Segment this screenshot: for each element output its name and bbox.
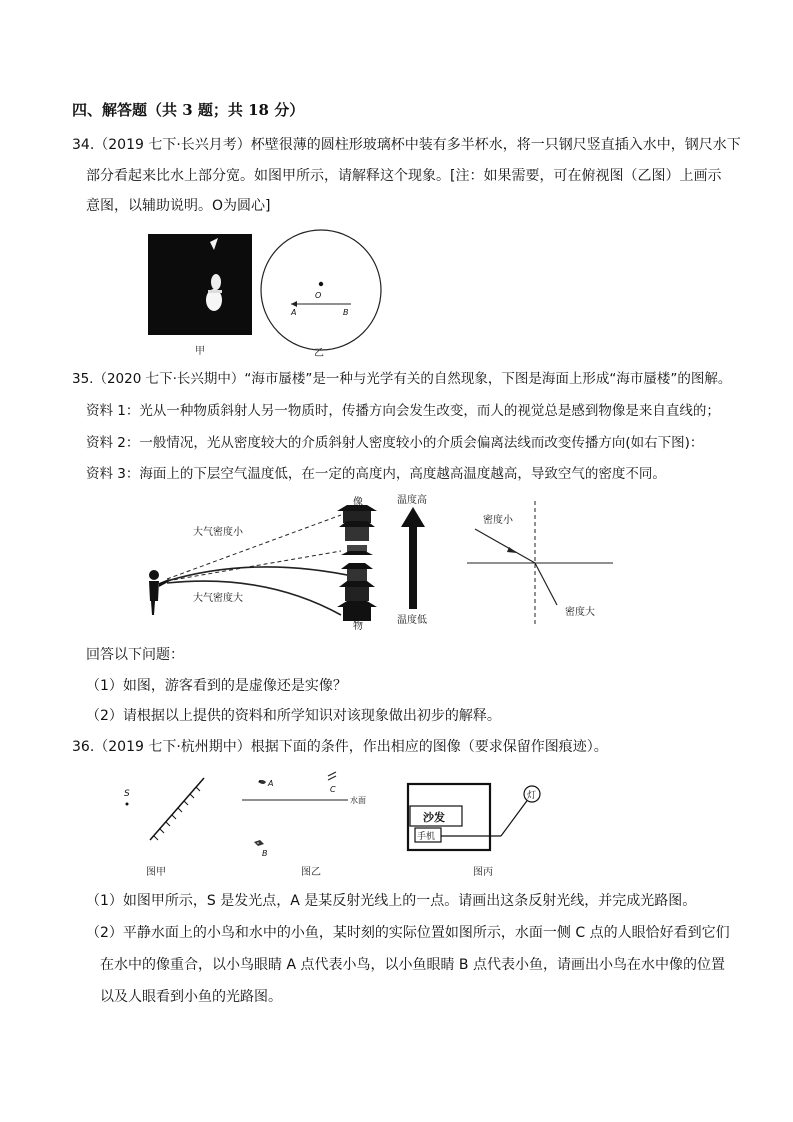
q35-label-image: 像 [353, 497, 363, 508]
q35-material1: 资料 1：光从一种物质斜射人另一物质时，传播方向会发生改变，而人的视觉总是感到物像是来自直线的； [86, 403, 720, 419]
q36-label-light: 灯 [527, 791, 537, 801]
section-title: 四、解答题（共 3 题；共 18 分） [72, 101, 305, 119]
q35-temperature-arrow [401, 507, 425, 609]
q36-sub1: （1）如图甲所示，S 是发光点，A 是某反射光线上的一点。请画出这条反射光线，并完成光路图。 [86, 893, 697, 909]
q35-sub1: （1）如图，游客看到的是虚像还是实像？ [86, 678, 347, 694]
q35-label-temp-low: 温度低 [397, 615, 427, 626]
q35-label-density-small: 密度小 [483, 515, 513, 526]
q36-fish [254, 840, 264, 846]
q34-label-A: A [291, 308, 297, 317]
q36-label-S: S [124, 789, 130, 799]
q34-photo-jia [148, 234, 252, 335]
q34-caption-jia: 甲 [195, 346, 205, 357]
q35-label-low-density: 大气密度小 [193, 527, 243, 538]
q35-mirage-diagram [145, 497, 615, 632]
q35-pagoda-object [337, 563, 377, 621]
q35-prompt: 回答以下问题： [86, 647, 184, 663]
q36-label-water: 水面 [350, 796, 366, 805]
q36-sub2-line1: （2）平静水面上的小鸟和水中的小鱼，某时刻的实际位置如图所示，水面一侧 C 点的人眼恰好看到它们 [86, 925, 730, 941]
q34-label-O: O [315, 291, 322, 300]
q35-material2: 资料 2：一般情况，光从密度较大的介质斜射人密度较小的介质会偏离法线而改变传播方向(如右下图)： [86, 435, 704, 451]
q36-caption-fig3: 图丙 [473, 867, 493, 878]
q34-circle-diagram [257, 226, 387, 356]
q36-label-sofa: 沙发 [423, 811, 445, 824]
q35-person-figure [149, 570, 170, 615]
q34-caption-yi: 乙 [314, 348, 324, 359]
q35-line1: 35.（2020 七下·长兴期中）“海市蜃楼”是一种与光学有关的自然现象，下图是海面上形成“海市蜃楼”的图解。 [72, 371, 732, 387]
q34-line1: 34.（2019 七下·长兴月考）杯壁很薄的圆柱形玻璃杯中装有多半杯水，将一只钢尺竖直插入水中，钢尺水下 [72, 137, 741, 153]
q36-sub2-line3: 以及人眼看到小鱼的光路图。 [100, 989, 282, 1005]
q36-sub2-line2: 在水中的像重合，以小鸟眼睛 A 点代表小鸟，以小鱼眼睛 B 点代表小鱼，请画出小鸟在水中像的位置 [100, 957, 725, 973]
q36-label-B: B [262, 849, 268, 858]
q35-label-temp-high: 温度高 [397, 495, 427, 506]
q36-label-C: C [330, 785, 336, 794]
q35-label-density-large: 密度大 [565, 607, 595, 618]
q36-line1: 36.（2019 七下·杭州期中）根据下面的条件，作出相应的图像（要求保留作图痕迹）。 [72, 739, 608, 755]
q36-fig2-bird-fish [240, 770, 390, 870]
q35-sub2: （2）请根据以上提供的资料和所学知识对该现象做出初步的解释。 [86, 708, 501, 724]
q36-caption-fig1: 图甲 [146, 867, 166, 878]
q34-line3: 意图，以辅助说明。O为圆心] [86, 198, 271, 214]
q35-label-high-density: 大气密度大 [193, 593, 243, 604]
q34-label-B: B [343, 308, 349, 317]
q36-label-A: A [268, 779, 274, 788]
q36-caption-fig2: 图乙 [301, 867, 321, 878]
q36-fig1-mirror [118, 774, 228, 874]
q35-label-object: 物 [353, 621, 363, 632]
q36-fig3-room [405, 770, 545, 860]
q36-eye-c [328, 772, 336, 780]
q36-label-phone: 手机 [417, 832, 436, 842]
q35-material3: 资料 3：海面上的下层空气温度低，在一定的高度内，高度越高温度越高，导致空气的密度不同。 [86, 466, 666, 482]
q36-bird [258, 780, 266, 784]
q34-line2: 部分看起来比水上部分宽。如图甲所示，请解释这个现象。[注：如果需要，可在俯视图（乙图）上画示 [86, 168, 722, 184]
q35-pagoda-image [337, 505, 377, 555]
